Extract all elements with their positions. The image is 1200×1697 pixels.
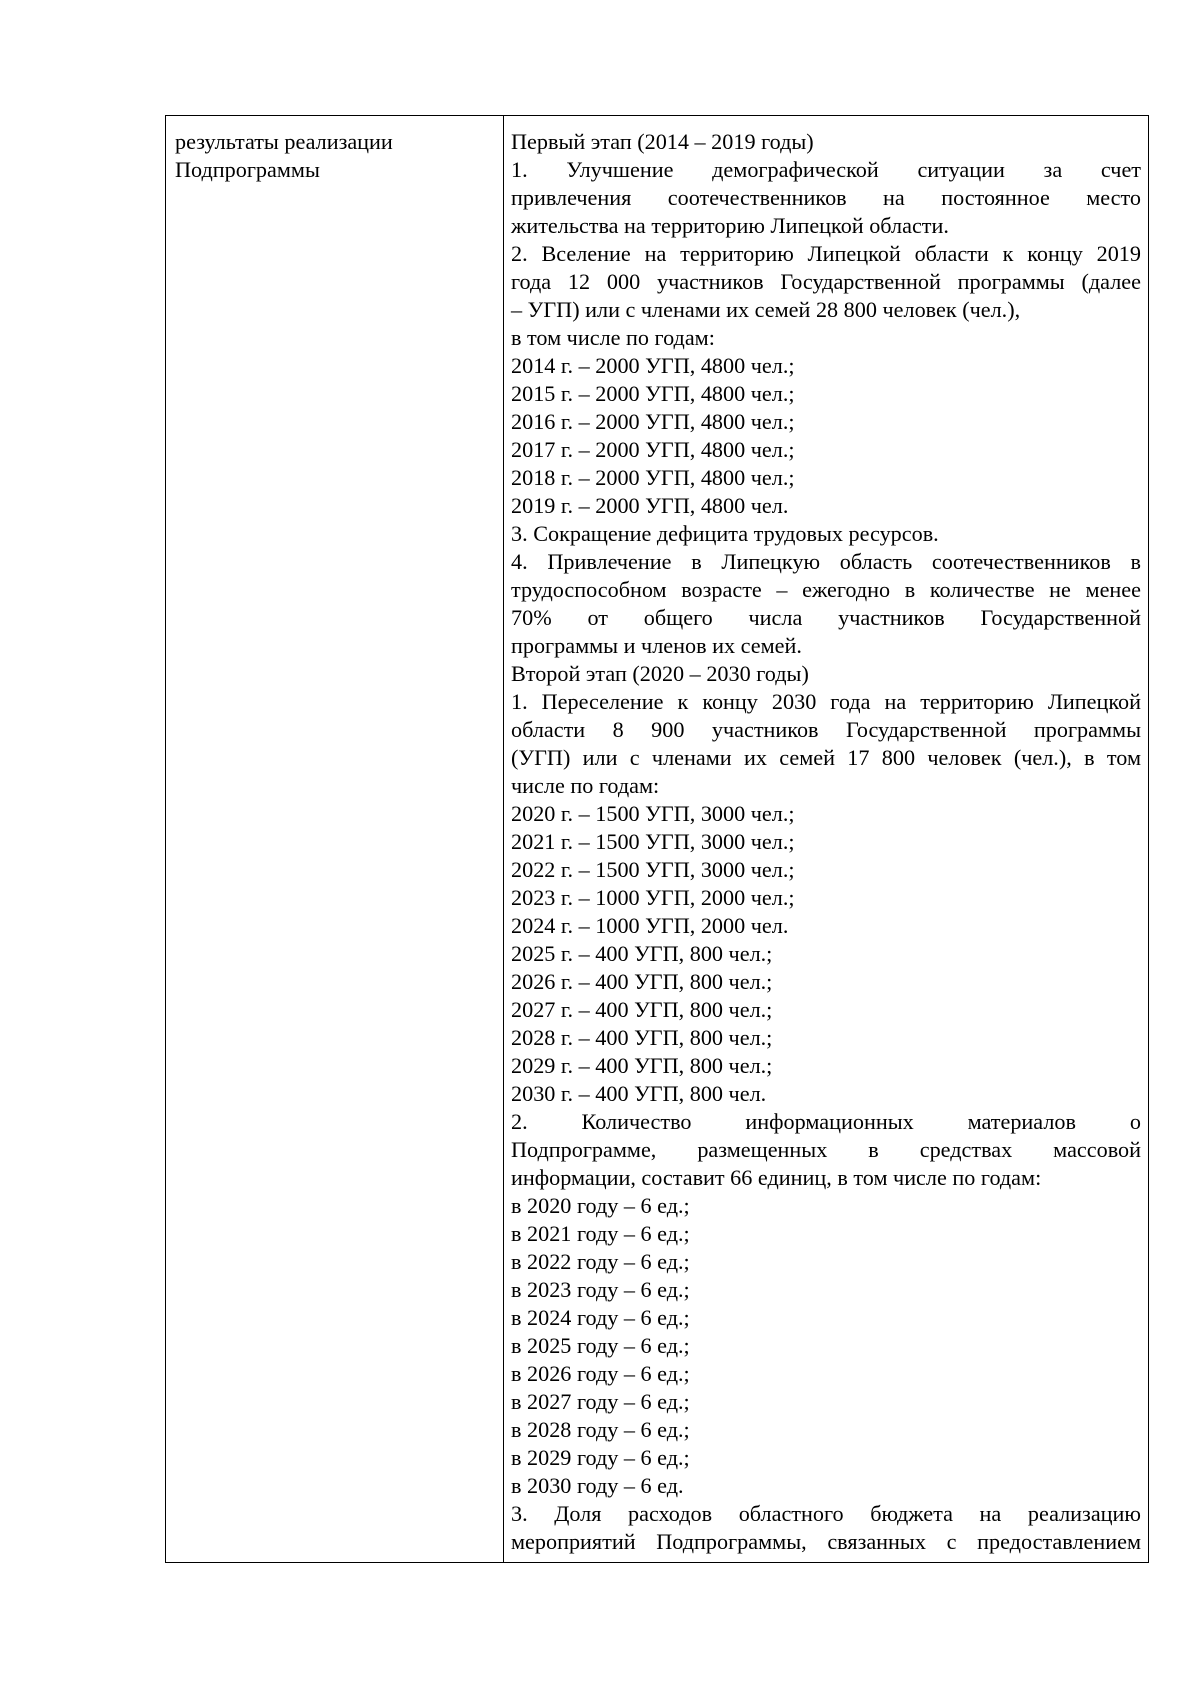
- content-line: 2026 г. – 400 УГП, 800 чел.;: [511, 969, 773, 994]
- content-line: программы и членов их семей.: [511, 633, 802, 658]
- content-line: информации, составит 66 единиц, в том числе по годам:: [511, 1165, 1042, 1190]
- content-line: 2020 г. – 1500 УГП, 3000 чел.;: [511, 801, 795, 826]
- content-line: в том числе по годам:: [511, 325, 715, 350]
- content-line: в 2029 году – 6 ед.;: [511, 1445, 690, 1470]
- label-line: результаты реализации: [175, 129, 393, 154]
- content-line: 2028 г. – 400 УГП, 800 чел.;: [511, 1025, 773, 1050]
- content-line: 2027 г. – 400 УГП, 800 чел.;: [511, 997, 773, 1022]
- content-line: в 2022 году – 6 ед.;: [511, 1249, 690, 1274]
- content-line: 2023 г. – 1000 УГП, 2000 чел.;: [511, 885, 795, 910]
- content-line: 2017 г. – 2000 УГП, 4800 чел.;: [511, 437, 795, 462]
- content-line: 2030 г. – 400 УГП, 800 чел.: [511, 1081, 767, 1106]
- content-line: в 2025 году – 6 ед.;: [511, 1333, 690, 1358]
- program-table: [165, 115, 1149, 1563]
- content-line: 1. Переселение к концу 2030 года на территорию Липецкой: [511, 689, 1141, 714]
- label-line: Подпрограммы: [175, 157, 320, 182]
- content-line: 70% от общего числа участников Государственной: [511, 605, 1141, 630]
- content-line: 2. Вселение на территорию Липецкой области к концу 2019: [511, 241, 1141, 266]
- content-line: 2015 г. – 2000 УГП, 4800 чел.;: [511, 381, 795, 406]
- content-line: 2022 г. – 1500 УГП, 3000 чел.;: [511, 857, 795, 882]
- content-line: 2029 г. – 400 УГП, 800 чел.;: [511, 1053, 773, 1078]
- content-line: 2018 г. – 2000 УГП, 4800 чел.;: [511, 465, 795, 490]
- content-line: жительства на территорию Липецкой области.: [511, 213, 949, 238]
- content-line: 2025 г. – 400 УГП, 800 чел.;: [511, 941, 773, 966]
- content-line: – УГП) или с членами их семей 28 800 человек (чел.),: [511, 297, 1021, 322]
- content-line: в 2027 году – 6 ед.;: [511, 1389, 690, 1414]
- content-line: 2014 г. – 2000 УГП, 4800 чел.;: [511, 353, 795, 378]
- content-line: мероприятий Подпрограммы, связанных с предоставлением: [511, 1529, 1141, 1554]
- content-line: в 2026 году – 6 ед.;: [511, 1361, 690, 1386]
- content-line: 2016 г. – 2000 УГП, 4800 чел.;: [511, 409, 795, 434]
- content-line: года 12 000 участников Государственной программы (далее: [511, 269, 1141, 294]
- content-line: Первый этап (2014 – 2019 годы): [511, 129, 814, 154]
- content-line: в 2020 году – 6 ед.;: [511, 1193, 690, 1218]
- content-line: 2024 г. – 1000 УГП, 2000 чел.: [511, 913, 789, 938]
- content-line: 2019 г. – 2000 УГП, 4800 чел.: [511, 493, 789, 518]
- content-line: 3. Доля расходов областного бюджета на реализацию: [511, 1501, 1141, 1526]
- table-cell-label: [166, 116, 504, 1562]
- content-line: 1. Улучшение демографической ситуации за счет: [511, 157, 1141, 182]
- content-line: 2. Количество информационных материалов о: [511, 1109, 1141, 1134]
- content-line: (УГП) или с членами их семей 17 800 человек (чел.), в том: [511, 745, 1141, 770]
- content-line: трудоспособном возрасте – ежегодно в количестве не менее: [511, 577, 1141, 602]
- content-line: области 8 900 участников Государственной программы: [511, 717, 1141, 742]
- content-line: в 2023 году – 6 ед.;: [511, 1277, 690, 1302]
- content-line: 2021 г. – 1500 УГП, 3000 чел.;: [511, 829, 795, 854]
- content-line: в 2028 году – 6 ед.;: [511, 1417, 690, 1442]
- content-line: привлечения соотечественников на постоянное место: [511, 185, 1141, 210]
- content-line: в 2021 году – 6 ед.;: [511, 1221, 690, 1246]
- content-line: числе по годам:: [511, 773, 660, 798]
- content-line: в 2024 году – 6 ед.;: [511, 1305, 690, 1330]
- content-line: Второй этап (2020 – 2030 годы): [511, 661, 809, 686]
- table-cell-content: [504, 116, 1148, 1562]
- content-line: 3. Сокращение дефицита трудовых ресурсов.: [511, 521, 939, 546]
- content-line: в 2030 году – 6 ед.: [511, 1473, 684, 1498]
- content-line: 4. Привлечение в Липецкую область соотечественников в: [511, 549, 1141, 574]
- content-line: Подпрограмме, размещенных в средствах массовой: [511, 1137, 1141, 1162]
